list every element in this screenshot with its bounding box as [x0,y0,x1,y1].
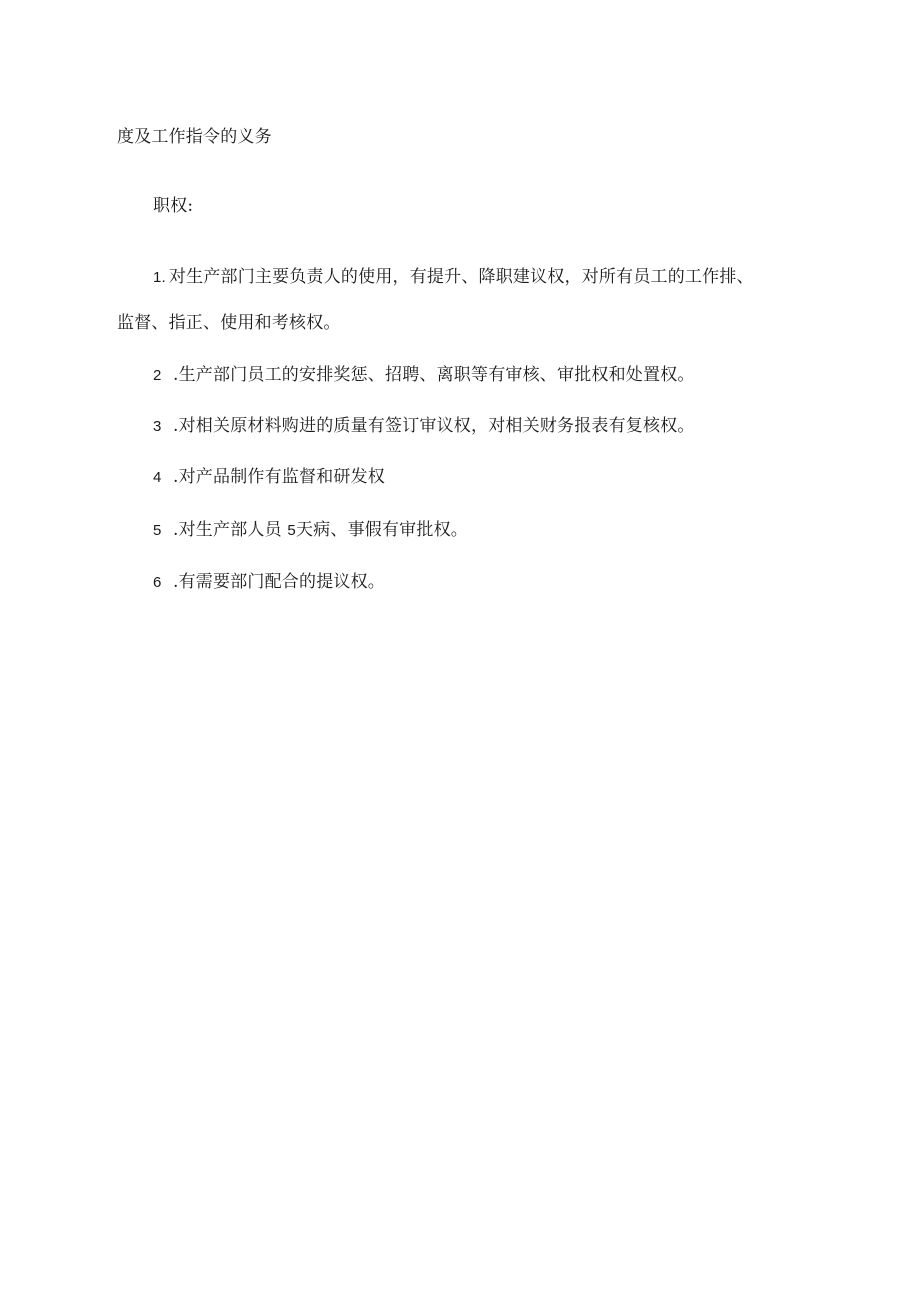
list-item-1-line-2: 监督、指正、使用和考核权。 [117,313,341,333]
list-item-number: 3 [153,418,162,435]
list-item-number: 2 [153,367,162,384]
list-item-text: .对相关原材料购进的质量有签订审议权，对相关财务报表有复核权。 [173,416,695,436]
list-item-text: .对产品制作有监督和研发权 [173,467,386,487]
list-item-number: 5 [153,522,162,539]
list-item-5 [153,519,468,542]
list-item-1-line-1 [153,266,754,289]
list-item-text-after: 天病、事假有审批权。 [295,520,468,540]
list-item-digit: 5 [287,522,296,539]
list-item-text: .对生产部人员 [173,520,282,540]
list-item-text: .生产部门员工的安排奖惩、招聘、离职等有审核、审批权和处置权。 [173,365,695,385]
list-item-3 [153,415,695,438]
list-item-text: 对生产部门主要负责人的使用，有提升、降职建议权，对所有员工的工作排、 [168,267,754,287]
list-item-text: .有需要部门配合的提议权。 [173,572,386,592]
list-item-number: 6 [153,574,162,591]
section-heading: 职权: [153,196,194,216]
list-item-number: 4 [153,469,162,486]
list-item-6 [153,571,385,594]
list-item-2 [153,364,695,387]
list-item-number: 1. [153,269,166,286]
paragraph-continuation: 度及工作指令的义务 [117,127,272,147]
list-item-4 [153,466,385,489]
